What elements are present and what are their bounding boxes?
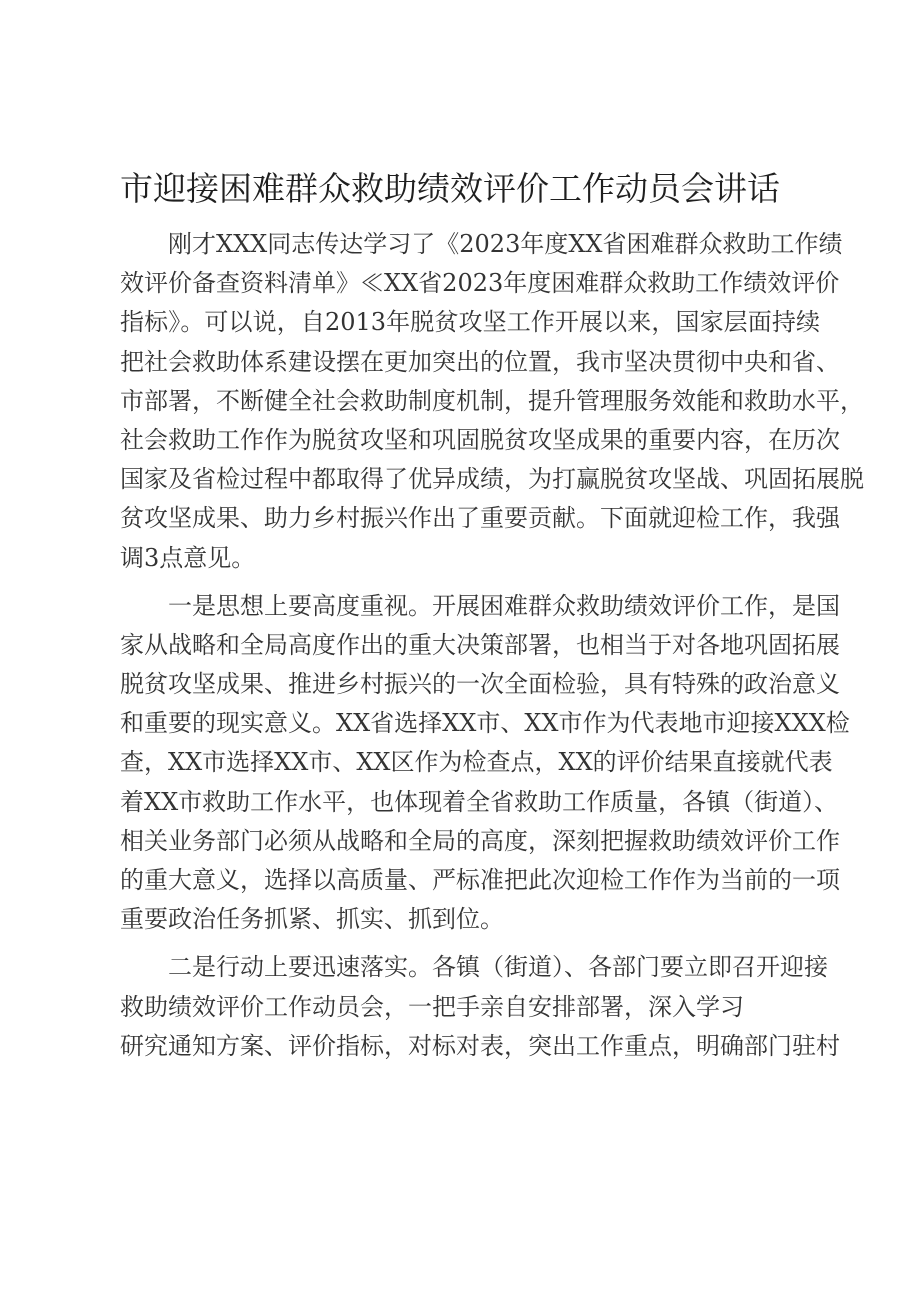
paragraph-line: 指标》。可以说，自2013年脱贫攻坚工作开展以来，国家层面持续 xyxy=(120,308,820,337)
paragraph-spacer xyxy=(120,939,820,948)
paragraph-line: 脱贫攻坚成果、推进乡村振兴的一次全面检验，具有特殊的政治意义 xyxy=(120,670,840,699)
paragraph-line: 救助绩效评价工作动员会，一把手亲自安排部署，深入学习 xyxy=(120,992,744,1021)
paragraph-3 xyxy=(120,948,840,1066)
paragraph-spacer xyxy=(120,578,820,587)
paragraph-line: 和重要的现实意义。XX省选择XX市、XX市作为代表地市迎接XXX检 xyxy=(120,709,850,738)
paragraph-line: 重要政治任务抓紧、抓实、抓到位。 xyxy=(120,905,504,934)
paragraph-line: 国家及省检过程中都取得了优异成绩，为打赢脱贫攻坚战、巩固拓展脱 xyxy=(120,465,864,494)
paragraph-line: 的重大意义，选择以高质量、严标准把此次迎检工作作为当前的一项 xyxy=(120,866,840,894)
paragraph-line: 刚才XXX同志传达学习了《2023年度XX省困难群众救助工作绩 xyxy=(168,230,843,258)
paragraph-line: 着XX市救助工作水平，也体现着全省救助工作质量，各镇（街道）、 xyxy=(120,787,839,816)
paragraph-line: 相关业务部门必须从战略和全局的高度，深刻把握救助绩效评价工作 xyxy=(120,826,840,855)
paragraph-1 xyxy=(120,225,864,578)
paragraph-line: 贫攻坚成果、助力乡村振兴作出了重要贡献。下面就迎检工作，我强 xyxy=(120,504,840,533)
paragraph-line: 一是思想上要高度重视。开展困难群众救助绩效评价工作，是国 xyxy=(168,591,840,620)
paragraph-line: 效评价备查资料清单》≪XX省2023年度困难群众救助工作绩效评价 xyxy=(120,269,840,298)
paragraph-line: 研究通知方案、评价指标，对标对表，突出工作重点，明确部门驻村 xyxy=(120,1031,840,1060)
paragraph-line: 家从战略和全局高度作出的重大决策部署，也相当于对各地巩固拓展 xyxy=(120,630,840,659)
paragraph-line: 市部署，不断健全社会救助制度机制，提升管理服务效能和救助水平， xyxy=(120,386,864,415)
document-title: 市迎接困难群众救助绩效评价工作动员会讲话 xyxy=(120,169,780,208)
paragraph-line: 社会救助工作作为脱贫攻坚和巩固脱贫攻坚成果的重要内容，在历次 xyxy=(120,425,840,454)
paragraph-2 xyxy=(120,587,850,940)
paragraph-line: 二是行动上要迅速落实。各镇（街道）、各部门要立即召开迎接 xyxy=(168,953,828,982)
paragraph-line: 查，XX市选择XX市、XX区作为检查点，XX的评价结果直接就代表 xyxy=(120,748,833,777)
document-body xyxy=(120,225,864,1066)
paragraph-line: 把社会救助体系建设摆在更加突出的位置，我市坚决贯彻中央和省、 xyxy=(120,347,840,376)
paragraph-line: 调3点意见。 xyxy=(120,543,256,572)
